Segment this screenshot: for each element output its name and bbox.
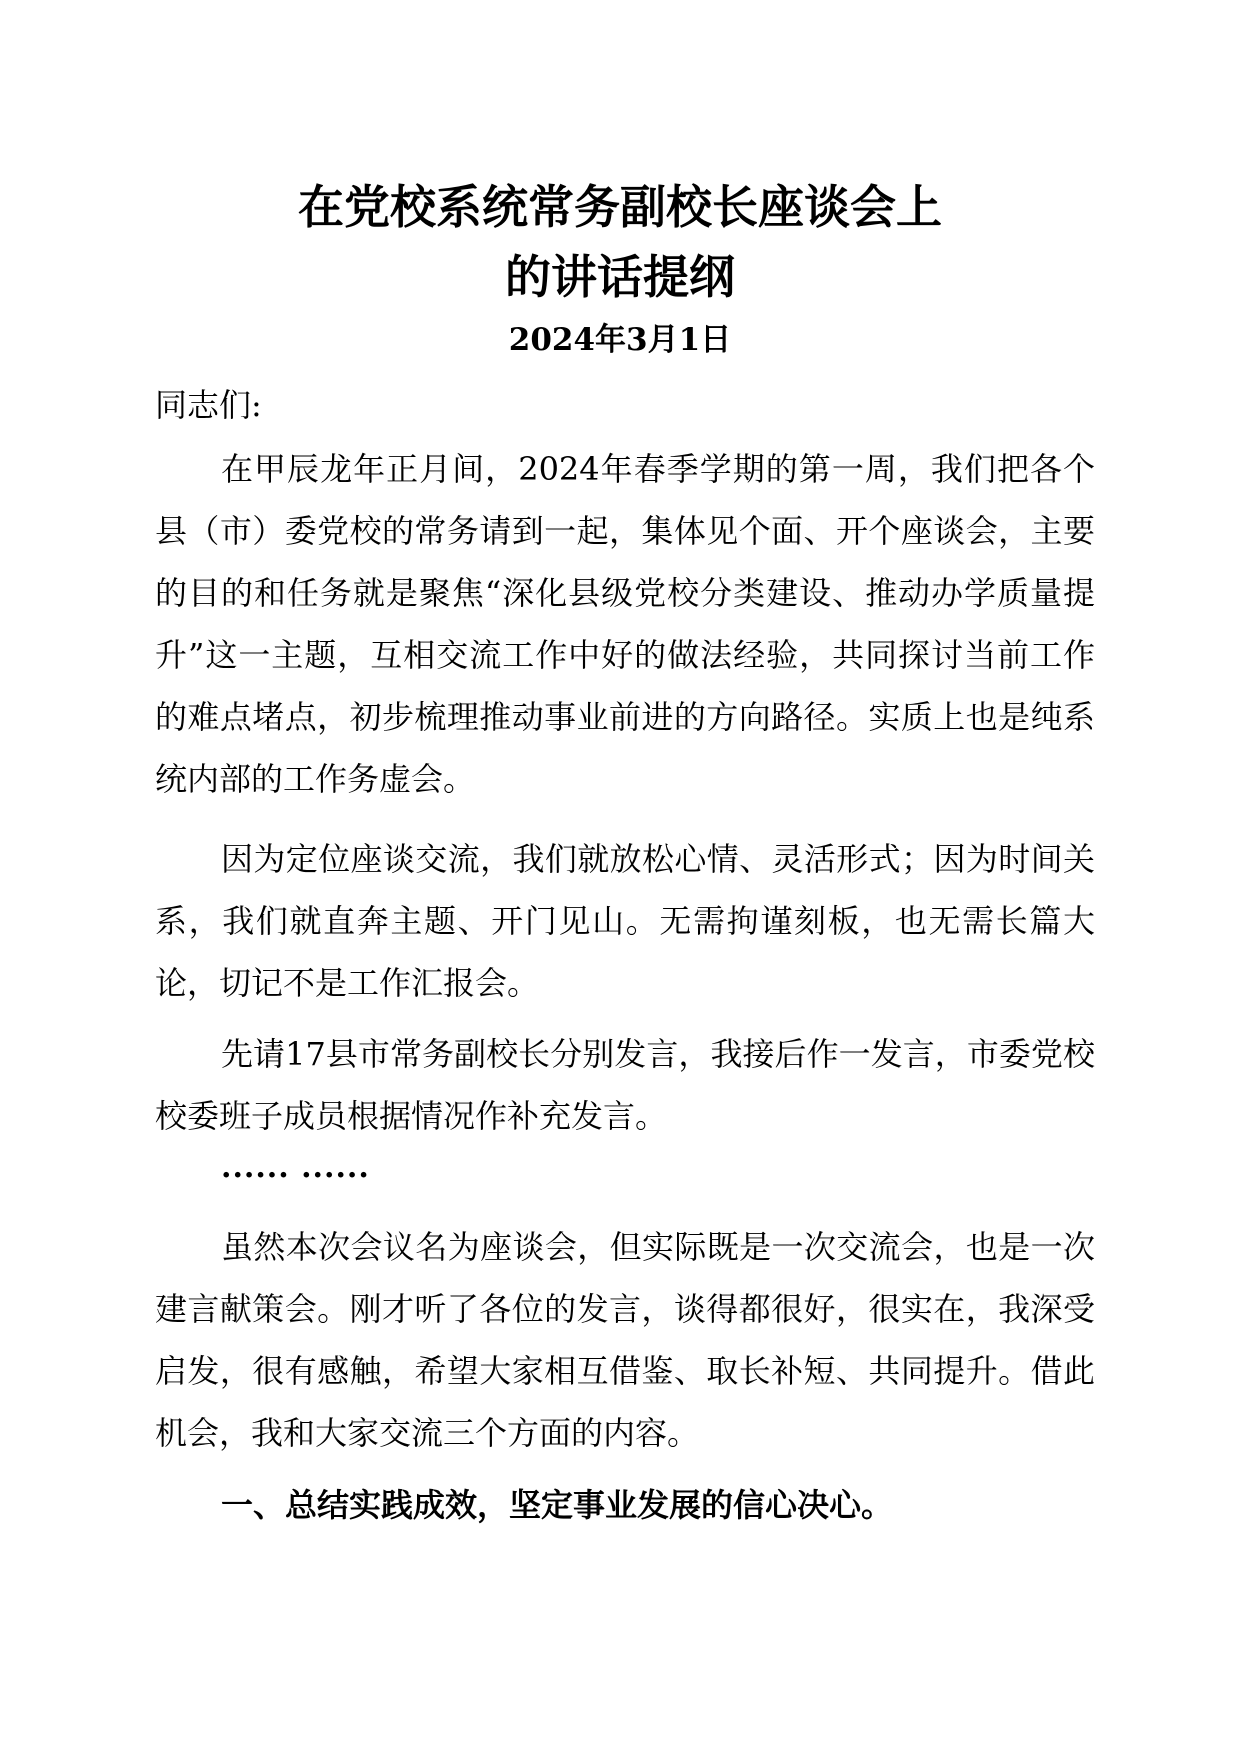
paragraph-2: 因为定位座谈交流，我们就放松心情、灵活形式；因为时间关系，我们就直奔主题、开门见山。无需拘谨刻板，也无需长篇大论，切记不是工作汇报会。 [155, 840, 1095, 1002]
salutation: 同志们: [155, 386, 262, 424]
paragraph-4: 虽然本次会议名为座谈会，但实际既是一次交流会，也是一次建言献策会。刚才听了各位的发言，谈得都很好，很实在，我深受启发，很有感触，希望大家相互借鉴、取长补短、共同提升。借此机会，我和大家交流三个方面的内容。 [155, 1228, 1095, 1452]
document-title-line-1: 在党校系统常务副校长座谈会上 [298, 180, 942, 234]
paragraph-1: 在甲辰龙年正月间，2024年春季学期的第一周，我们把各个县（市）委党校的常务请到一起，集体见个面、开个座谈会，主要的目的和任务就是聚焦“深化县级党校分类建设、推动办学质量提升”这一主题，互相交流工作中好的做法经验，共同探讨当前工作的难点堵点，初步梳理推动事业前进的方向路径。实质上也是纯系统内部的工作务虚会。 [155, 450, 1095, 798]
document-date: 2024年3月1日 [508, 322, 732, 358]
document-title-line-2: 的讲话提纲 [505, 250, 735, 304]
section-heading-1: 一、总结实践成效，坚定事业发展的信心决心。 [221, 1486, 894, 1524]
omission-ellipsis: ...... ...... [221, 1150, 370, 1185]
paragraph-3: 先请17县市常务副校长分别发言，我接后作一发言，市委党校校委班子成员根据情况作补充发言。 [155, 1035, 1095, 1135]
